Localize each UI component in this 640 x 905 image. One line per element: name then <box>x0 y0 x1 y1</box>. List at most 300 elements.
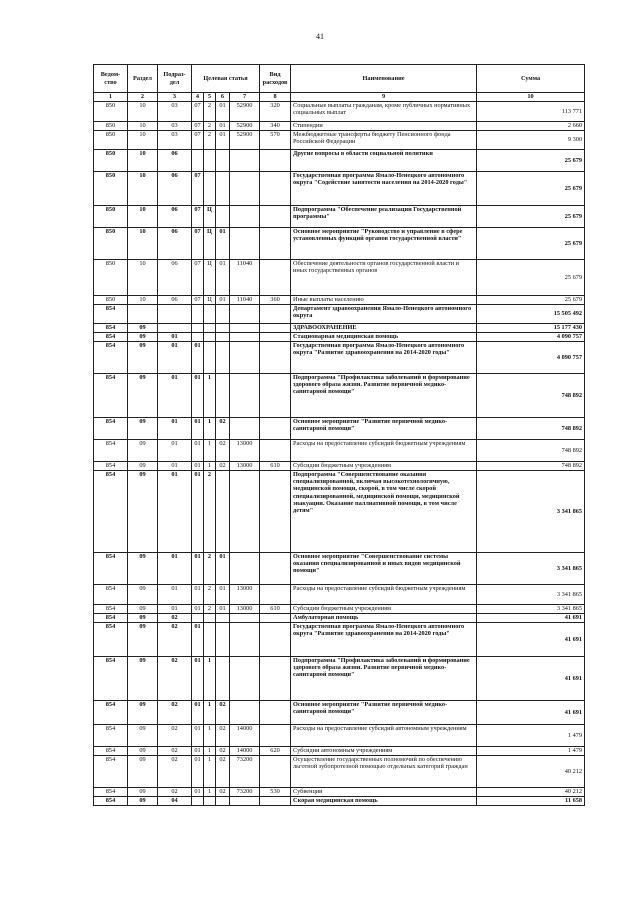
vid-rashodov-cell <box>260 172 291 206</box>
table-row <box>94 605 585 614</box>
podrazdel-cell: 01 <box>158 374 192 418</box>
summa-cell: 3 341 865 <box>477 553 585 585</box>
razdel-cell: 09 <box>128 756 158 788</box>
naimenovanie-cell: Социальные выплаты гражданам, кроме публичных нормативных социальных выплат <box>291 102 477 122</box>
subprogram-code-cell: 1 <box>204 725 216 747</box>
subprogram-code-cell <box>204 150 216 172</box>
table-row <box>94 122 585 131</box>
event-code-cell <box>216 172 230 206</box>
vedomstvo-cell: 850 <box>94 228 128 260</box>
program-code-cell <box>192 797 204 806</box>
summa-cell: 748 892 <box>477 374 585 418</box>
table-row <box>94 747 585 756</box>
event-code-cell: 01 <box>216 122 230 131</box>
program-code-cell: 07 <box>192 172 204 206</box>
table-row <box>94 725 585 747</box>
podrazdel-cell: 06 <box>158 260 192 296</box>
header-naimenovanie: Наименование <box>291 65 477 93</box>
event-code-cell <box>216 374 230 418</box>
program-code-cell: 01 <box>192 374 204 418</box>
direction-code-cell: 13000 <box>230 605 260 614</box>
direction-code-cell <box>230 228 260 260</box>
razdel-cell: 10 <box>128 122 158 131</box>
vedomstvo-cell: 854 <box>94 623 128 657</box>
naimenovanie-cell: Другие вопросы в области социальной политики <box>291 150 477 172</box>
podrazdel-cell: 06 <box>158 172 192 206</box>
naimenovanie-cell: Основное мероприятие "Совершенствование системы оказания специализированной и иных видов медицинской помощи" <box>291 553 477 585</box>
program-code-cell: 01 <box>192 725 204 747</box>
program-code-cell: 07 <box>192 206 204 228</box>
program-code-cell: 07 <box>192 296 204 305</box>
event-code-cell: 01 <box>216 260 230 296</box>
podrazdel-cell: 02 <box>158 614 192 623</box>
summa-cell: 41 691 <box>477 657 585 701</box>
podrazdel-cell: 02 <box>158 701 192 725</box>
column-number-row <box>94 93 585 102</box>
event-code-cell <box>216 150 230 172</box>
subprogram-code-cell: 1 <box>204 747 216 756</box>
direction-code-cell: 14000 <box>230 747 260 756</box>
direction-code-cell: 73200 <box>230 788 260 797</box>
col-number: 4 <box>192 93 204 102</box>
razdel-cell: 09 <box>128 374 158 418</box>
podrazdel-cell <box>158 305 192 324</box>
direction-code-cell: 11040 <box>230 296 260 305</box>
razdel-cell: 10 <box>128 102 158 122</box>
naimenovanie-cell: Государственная программа Ямало-Ненецкого автономного округа "Развитие здравоохранения на 2014-2020 годы" <box>291 623 477 657</box>
subprogram-code-cell: Ц <box>204 296 216 305</box>
direction-code-cell <box>230 374 260 418</box>
table-row <box>94 614 585 623</box>
summa-cell: 3 341 865 <box>477 585 585 605</box>
table-row <box>94 585 585 605</box>
vedomstvo-cell: 854 <box>94 788 128 797</box>
table-row <box>94 756 585 788</box>
event-code-cell <box>216 797 230 806</box>
razdel-cell: 09 <box>128 553 158 585</box>
vedomstvo-cell: 854 <box>94 701 128 725</box>
table-row <box>94 102 585 122</box>
vedomstvo-cell: 854 <box>94 553 128 585</box>
podrazdel-cell: 01 <box>158 553 192 585</box>
table-row <box>94 342 585 374</box>
razdel-cell: 10 <box>128 206 158 228</box>
table-row <box>94 150 585 172</box>
naimenovanie-cell: Основное мероприятие "Развитие первичной медико-санитарной помощи" <box>291 701 477 725</box>
podrazdel-cell: 02 <box>158 756 192 788</box>
vedomstvo-cell: 850 <box>94 102 128 122</box>
razdel-cell: 09 <box>128 342 158 374</box>
header-summa: Сумма <box>477 65 585 93</box>
table-row <box>94 324 585 333</box>
subprogram-code-cell <box>204 797 216 806</box>
event-code-cell: 01 <box>216 131 230 150</box>
summa-cell: 41 691 <box>477 623 585 657</box>
table-row <box>94 305 585 324</box>
razdel-cell: 09 <box>128 324 158 333</box>
naimenovanie-cell: Субсидии автономным учреждениям <box>291 747 477 756</box>
subprogram-code-cell: 2 <box>204 605 216 614</box>
subprogram-code-cell: Ц <box>204 228 216 260</box>
table-row <box>94 701 585 725</box>
vid-rashodov-cell: 530 <box>260 788 291 797</box>
subprogram-code-cell: 2 <box>204 471 216 553</box>
naimenovanie-cell: Стационарная медицинская помощь <box>291 333 477 342</box>
table-row <box>94 260 585 296</box>
subprogram-code-cell <box>204 324 216 333</box>
summa-cell: 15 505 492 <box>477 305 585 324</box>
subprogram-code-cell: Ц <box>204 260 216 296</box>
podrazdel-cell: 03 <box>158 102 192 122</box>
program-code-cell: 07 <box>192 131 204 150</box>
table-row <box>94 797 585 806</box>
vid-rashodov-cell <box>260 440 291 462</box>
podrazdel-cell: 03 <box>158 131 192 150</box>
razdel-cell: 09 <box>128 725 158 747</box>
vid-rashodov-cell <box>260 206 291 228</box>
vid-rashodov-cell <box>260 471 291 553</box>
summa-cell: 25 679 <box>477 172 585 206</box>
program-code-cell: 07 <box>192 122 204 131</box>
vid-rashodov-cell <box>260 324 291 333</box>
col-number: 1 <box>94 93 128 102</box>
direction-code-cell: 13000 <box>230 462 260 471</box>
subprogram-code-cell <box>204 172 216 206</box>
event-code-cell <box>216 471 230 553</box>
naimenovanie-cell: Скорая медицинская помощь <box>291 797 477 806</box>
podrazdel-cell: 01 <box>158 342 192 374</box>
header-razdel: Раздел <box>128 65 158 93</box>
event-code-cell: 01 <box>216 585 230 605</box>
subprogram-code-cell <box>204 342 216 374</box>
subprogram-code-cell: 1 <box>204 788 216 797</box>
vid-rashodov-cell <box>260 374 291 418</box>
vid-rashodov-cell <box>260 585 291 605</box>
program-code-cell <box>192 333 204 342</box>
program-code-cell: 01 <box>192 605 204 614</box>
program-code-cell: 01 <box>192 747 204 756</box>
razdel-cell: 09 <box>128 333 158 342</box>
direction-code-cell: 52900 <box>230 102 260 122</box>
event-code-cell: 01 <box>216 228 230 260</box>
program-code-cell: 01 <box>192 756 204 788</box>
podrazdel-cell: 01 <box>158 440 192 462</box>
summa-cell: 25 679 <box>477 260 585 296</box>
summa-cell: 748 892 <box>477 440 585 462</box>
podrazdel-cell: 06 <box>158 150 192 172</box>
direction-code-cell <box>230 614 260 623</box>
summa-cell: 25 679 <box>477 150 585 172</box>
table-row <box>94 462 585 471</box>
event-code-cell <box>216 342 230 374</box>
col-number: 7 <box>230 93 260 102</box>
razdel-cell: 09 <box>128 701 158 725</box>
vid-rashodov-cell <box>260 756 291 788</box>
summa-cell: 41 691 <box>477 614 585 623</box>
program-code-cell: 07 <box>192 260 204 296</box>
naimenovanie-cell: Осуществление государственных полномочий по обеспечению льготной зубопротезной помощью отдельных категорий граждан <box>291 756 477 788</box>
razdel-cell <box>128 305 158 324</box>
event-code-cell: 02 <box>216 747 230 756</box>
podrazdel-cell: 02 <box>158 623 192 657</box>
program-code-cell: 01 <box>192 471 204 553</box>
podrazdel-cell: 06 <box>158 206 192 228</box>
razdel-cell: 09 <box>128 623 158 657</box>
direction-code-cell <box>230 471 260 553</box>
razdel-cell: 09 <box>128 747 158 756</box>
summa-cell: 25 679 <box>477 296 585 305</box>
program-code-cell <box>192 305 204 324</box>
event-code-cell <box>216 305 230 324</box>
program-code-cell: 01 <box>192 623 204 657</box>
direction-code-cell: 52900 <box>230 122 260 131</box>
direction-code-cell: 13000 <box>230 440 260 462</box>
razdel-cell: 09 <box>128 440 158 462</box>
table-row <box>94 623 585 657</box>
col-number: 6 <box>216 93 230 102</box>
vid-rashodov-cell <box>260 623 291 657</box>
podrazdel-cell: 01 <box>158 333 192 342</box>
subprogram-code-cell: 2 <box>204 553 216 585</box>
razdel-cell: 10 <box>128 172 158 206</box>
program-code-cell: 01 <box>192 657 204 701</box>
table-row <box>94 418 585 440</box>
summa-cell: 25 679 <box>477 206 585 228</box>
summa-cell: 2 660 <box>477 122 585 131</box>
naimenovanie-cell: Расходы на предоставление субсидий автономным учреждениям <box>291 725 477 747</box>
table-row <box>94 333 585 342</box>
vedomstvo-cell: 854 <box>94 374 128 418</box>
vedomstvo-cell: 854 <box>94 725 128 747</box>
table-row <box>94 131 585 150</box>
vid-rashodov-cell: 360 <box>260 296 291 305</box>
naimenovanie-cell: Подпрограмма "Совершенствование оказания специализированной, включая высокотехнологичную, медицинской помощи, скорой, в том числе скорой специализированной, медицинской помощи, медицинской эвакуации. Оказание паллиативной помощи, в том числе детям" <box>291 471 477 553</box>
event-code-cell: 01 <box>216 553 230 585</box>
vid-rashodov-cell <box>260 333 291 342</box>
summa-cell: 748 892 <box>477 462 585 471</box>
subprogram-code-cell <box>204 305 216 324</box>
subprogram-code-cell <box>204 614 216 623</box>
direction-code-cell: 14000 <box>230 725 260 747</box>
vedomstvo-cell: 854 <box>94 747 128 756</box>
event-code-cell: 01 <box>216 605 230 614</box>
col-number: 10 <box>477 93 585 102</box>
razdel-cell: 09 <box>128 471 158 553</box>
direction-code-cell <box>230 206 260 228</box>
naimenovanie-cell: Расходы на предоставление субсидий бюджетным учреждениям <box>291 440 477 462</box>
summa-cell: 3 341 865 <box>477 605 585 614</box>
direction-code-cell <box>230 172 260 206</box>
vedomstvo-cell: 854 <box>94 462 128 471</box>
col-number: 9 <box>291 93 477 102</box>
vid-rashodov-cell <box>260 228 291 260</box>
event-code-cell: 01 <box>216 296 230 305</box>
vid-rashodov-cell: 610 <box>260 462 291 471</box>
program-code-cell <box>192 324 204 333</box>
vedomstvo-cell: 850 <box>94 206 128 228</box>
vid-rashodov-cell: 320 <box>260 102 291 122</box>
vedomstvo-cell: 854 <box>94 585 128 605</box>
vedomstvo-cell: 850 <box>94 172 128 206</box>
razdel-cell: 10 <box>128 228 158 260</box>
vedomstvo-cell: 850 <box>94 150 128 172</box>
summa-cell: 4 090 757 <box>477 333 585 342</box>
naimenovanie-cell: Основное мероприятие "Руководство и управление в сфере установленных функций органов государственной власти" <box>291 228 477 260</box>
vid-rashodov-cell <box>260 260 291 296</box>
razdel-cell: 09 <box>128 657 158 701</box>
direction-code-cell <box>230 150 260 172</box>
summa-cell: 4 090 757 <box>477 342 585 374</box>
razdel-cell: 09 <box>128 797 158 806</box>
vid-rashodov-cell <box>260 725 291 747</box>
vedomstvo-cell: 854 <box>94 342 128 374</box>
subprogram-code-cell: 2 <box>204 122 216 131</box>
razdel-cell: 09 <box>128 418 158 440</box>
program-code-cell: 01 <box>192 553 204 585</box>
table-row <box>94 553 585 585</box>
vedomstvo-cell: 854 <box>94 324 128 333</box>
summa-cell: 3 341 865 <box>477 471 585 553</box>
podrazdel-cell: 03 <box>158 122 192 131</box>
subprogram-code-cell: Ц <box>204 206 216 228</box>
event-code-cell <box>216 206 230 228</box>
summa-cell: 748 892 <box>477 418 585 440</box>
razdel-cell: 09 <box>128 462 158 471</box>
naimenovanie-cell: Государственная программа Ямало-Ненецкого автономного округа "Содействие занятости населения на 2014-2020 годы" <box>291 172 477 206</box>
naimenovanie-cell: Подпрограмма "Профилактика заболеваний и формирование здорового образа жизни. Развитие первичной медико-санитарной помощи" <box>291 374 477 418</box>
vedomstvo-cell: 854 <box>94 418 128 440</box>
header-vid-rashodov: Вид расходов <box>260 65 291 93</box>
naimenovanie-cell: Амбулаторная помощь <box>291 614 477 623</box>
event-code-cell <box>216 623 230 657</box>
summa-cell: 9 300 <box>477 131 585 150</box>
vedomstvo-cell: 854 <box>94 305 128 324</box>
table-row <box>94 296 585 305</box>
direction-code-cell <box>230 553 260 585</box>
summa-cell: 1 479 <box>477 725 585 747</box>
vedomstvo-cell: 854 <box>94 605 128 614</box>
vid-rashodov-cell: 340 <box>260 122 291 131</box>
direction-code-cell <box>230 342 260 374</box>
program-code-cell: 01 <box>192 788 204 797</box>
direction-code-cell <box>230 305 260 324</box>
table-row <box>94 440 585 462</box>
direction-code-cell <box>230 701 260 725</box>
naimenovanie-cell: Субвенции <box>291 788 477 797</box>
razdel-cell: 10 <box>128 260 158 296</box>
table-row <box>94 471 585 553</box>
program-code-cell <box>192 614 204 623</box>
col-number: 8 <box>260 93 291 102</box>
subprogram-code-cell: 1 <box>204 374 216 418</box>
naimenovanie-cell: Обеспечение деятельности органов государственной власти и иных государственных органов <box>291 260 477 296</box>
vedomstvo-cell: 850 <box>94 131 128 150</box>
budget-table <box>93 64 585 806</box>
vedomstvo-cell: 854 <box>94 614 128 623</box>
summa-cell: 1 479 <box>477 747 585 756</box>
program-code-cell: 01 <box>192 462 204 471</box>
direction-code-cell: 13000 <box>230 585 260 605</box>
razdel-cell: 09 <box>128 605 158 614</box>
razdel-cell: 09 <box>128 788 158 797</box>
podrazdel-cell: 02 <box>158 788 192 797</box>
subprogram-code-cell: 1 <box>204 701 216 725</box>
header-vedomstvo: Ведом-ство <box>94 65 128 93</box>
vedomstvo-cell: 854 <box>94 657 128 701</box>
podrazdel-cell: 02 <box>158 747 192 756</box>
podrazdel-cell: 06 <box>158 296 192 305</box>
naimenovanie-cell: Государственная программа Ямало-Ненецкого автономного округа "Развитие здравоохранения на 2014-2020 годы" <box>291 342 477 374</box>
podrazdel-cell: 01 <box>158 462 192 471</box>
event-code-cell <box>216 614 230 623</box>
direction-code-cell <box>230 333 260 342</box>
subprogram-code-cell: 1 <box>204 440 216 462</box>
naimenovanie-cell: Подпрограмма "Профилактика заболеваний и формирование здорового образа жизни. Развитие первичной медико-санитарной помощи" <box>291 657 477 701</box>
subprogram-code-cell: 2 <box>204 131 216 150</box>
program-code-cell <box>192 150 204 172</box>
subprogram-code-cell: 1 <box>204 756 216 788</box>
naimenovanie-cell: Расходы на предоставление субсидий бюджетным учреждениям <box>291 585 477 605</box>
summa-cell: 15 177 430 <box>477 324 585 333</box>
col-number: 3 <box>158 93 192 102</box>
table-row <box>94 788 585 797</box>
table-row <box>94 228 585 260</box>
table-row <box>94 172 585 206</box>
direction-code-cell <box>230 324 260 333</box>
podrazdel-cell: 01 <box>158 585 192 605</box>
subprogram-code-cell <box>204 333 216 342</box>
program-code-cell: 07 <box>192 228 204 260</box>
program-code-cell: 07 <box>192 102 204 122</box>
event-code-cell <box>216 333 230 342</box>
razdel-cell: 10 <box>128 150 158 172</box>
direction-code-cell <box>230 657 260 701</box>
page-number: 41 <box>316 32 324 41</box>
program-code-cell: 01 <box>192 440 204 462</box>
direction-code-cell: 52900 <box>230 131 260 150</box>
event-code-cell <box>216 657 230 701</box>
naimenovanie-cell: Департамент здравоохранения Ямало-Ненецкого автономного округа <box>291 305 477 324</box>
summa-cell: 40 212 <box>477 788 585 797</box>
table-row <box>94 206 585 228</box>
podrazdel-cell: 06 <box>158 228 192 260</box>
podrazdel-cell: 01 <box>158 471 192 553</box>
vid-rashodov-cell <box>260 553 291 585</box>
naimenovanie-cell: Иные выплаты населению <box>291 296 477 305</box>
vedomstvo-cell: 854 <box>94 471 128 553</box>
event-code-cell <box>216 324 230 333</box>
program-code-cell: 01 <box>192 585 204 605</box>
direction-code-cell: 11040 <box>230 260 260 296</box>
naimenovanie-cell: Субсидии бюджетным учреждениям <box>291 462 477 471</box>
vid-rashodov-cell <box>260 418 291 440</box>
vedomstvo-cell: 850 <box>94 260 128 296</box>
vid-rashodov-cell <box>260 614 291 623</box>
podrazdel-cell: 02 <box>158 725 192 747</box>
vedomstvo-cell: 854 <box>94 440 128 462</box>
vid-rashodov-cell <box>260 150 291 172</box>
event-code-cell: 02 <box>216 788 230 797</box>
direction-code-cell <box>230 418 260 440</box>
summa-cell: 41 691 <box>477 701 585 725</box>
naimenovanie-cell: Основное мероприятие "Развитие первичной медико-санитарной помощи" <box>291 418 477 440</box>
vid-rashodov-cell <box>260 657 291 701</box>
razdel-cell: 09 <box>128 614 158 623</box>
event-code-cell: 02 <box>216 418 230 440</box>
table-row <box>94 374 585 418</box>
naimenovanie-cell: Межбюджетные трансферты бюджету Пенсионного фонда Российской Федерации <box>291 131 477 150</box>
naimenovanie-cell: Субсидии бюджетным учреждениям <box>291 605 477 614</box>
